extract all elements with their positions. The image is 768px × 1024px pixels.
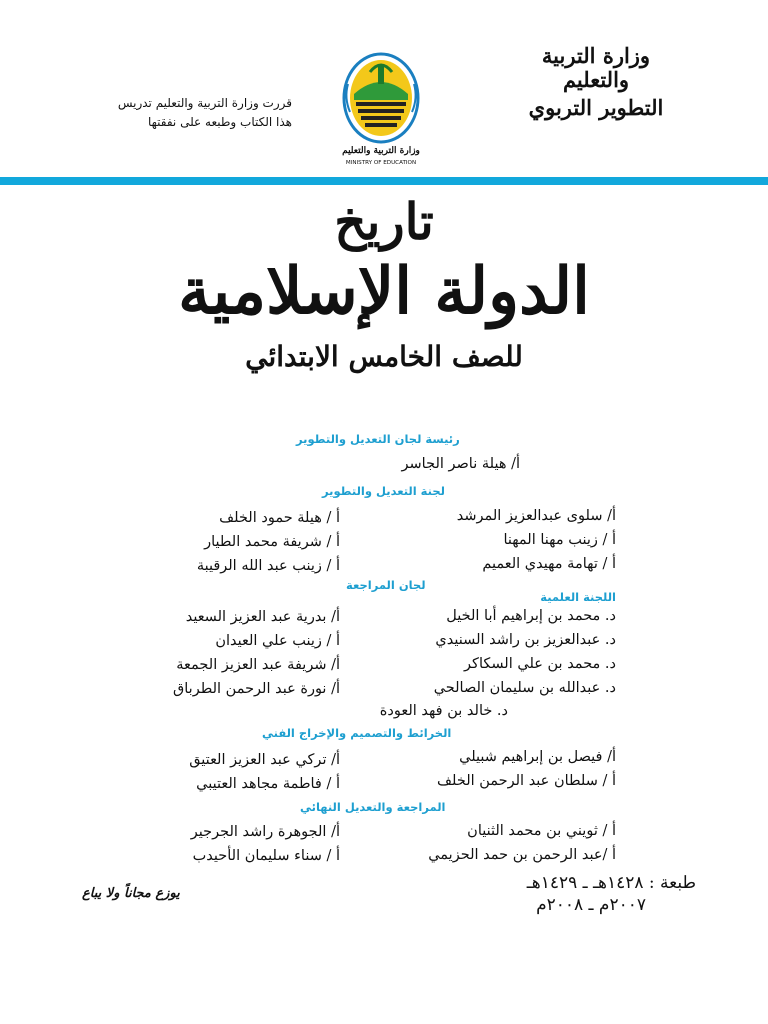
grade-subtitle: للصف الخامس الابتدائي xyxy=(245,340,523,373)
final-review-member: أ /عبد الرحمن بن حمد الحزيمي xyxy=(428,847,616,863)
review-member: أ/ شريفة عبد العزيز الجمعة xyxy=(176,657,340,673)
department-name: التطوير التربوي xyxy=(528,95,664,121)
heading-design: الخرائط والتصميم والإخراج الفني xyxy=(262,726,452,740)
scientific-member: د. عبدالعزيز بن راشد السنيدي xyxy=(435,632,616,648)
book-title: الدولة الإسلامية xyxy=(178,254,590,329)
review-member: أ/ بدرية عبد العزيز السعيد xyxy=(185,609,340,625)
approval-line-1: قررت وزارة التربية والتعليم تدريس xyxy=(117,96,292,110)
scientific-member: د. محمد بن علي السكاكر xyxy=(464,656,616,672)
edition-gregorian: ٢٠٠٧م ـ ٢٠٠٨م xyxy=(536,895,646,916)
design-member: أ/ فيصل بن إبراهيم شبيلي xyxy=(459,749,616,765)
committee-member: أ / تهامة مهيدي العميم xyxy=(482,556,616,572)
committee-member: أ / هيلة حمود الخلف xyxy=(219,510,340,526)
final-review-member: أ/ الجوهرة راشد الجرجير xyxy=(190,824,340,840)
header-divider xyxy=(0,177,768,185)
committee-member: أ / زينب مهنا المهنا xyxy=(503,532,616,548)
scientific-member: د. عبدالله بن سليمان الصالحي xyxy=(433,680,616,696)
design-member: أ / فاطمة مجاهد العتيبي xyxy=(196,776,340,792)
ministry-emblem-logo xyxy=(340,50,422,168)
approval-statement xyxy=(96,94,292,132)
heading-scientific-committee: اللجنة العلمية xyxy=(540,590,616,604)
final-review-member: أ / ثويني بن محمد الثنيان xyxy=(467,823,616,839)
heading-editing-committee: لجنة التعديل والتطوير xyxy=(322,484,445,498)
design-member: أ / سلطان عبد الرحمن الخلف xyxy=(437,773,616,789)
edition-hijri: طبعة : ١٤٢٨هـ ـ ١٤٢٩هـ xyxy=(526,873,696,893)
committee-member: أ / زينب عبد الله الرقيبة xyxy=(196,558,340,574)
heading-committees-chair: رئيسة لجان التعديل والتطوير xyxy=(296,432,460,446)
scientific-member: د. محمد بن إبراهيم أبا الخيل xyxy=(446,608,616,624)
logo-caption-en: MINISTRY OF EDUCATION xyxy=(345,160,417,166)
ministry-name: وزارة التربية والتعليم xyxy=(541,43,651,93)
logo-caption-ar: وزارة التربية والتعليم xyxy=(342,146,420,156)
heading-review-committees: لجان المراجعة xyxy=(346,578,426,592)
committee-member: أ/ سلوى عبدالعزيز المرشد xyxy=(456,508,616,524)
heading-final-review: المراجعة والتعديل النهائي xyxy=(300,800,446,814)
free-distribution-note: يوزع مجاناً ولا يباع xyxy=(82,886,180,901)
chair-name: أ/ هيلة ناصر الجاسر xyxy=(401,456,520,472)
review-member: أ / زينب علي العيدان xyxy=(215,633,340,649)
review-member: أ/ نورة عبد الرحمن الطرباق xyxy=(173,681,340,697)
ministry-header xyxy=(516,44,676,120)
final-review-member: أ / سناء سليمان الأحيدب xyxy=(192,848,340,864)
title-line-1: تاريخ xyxy=(334,192,434,251)
review-member-center: د. خالد بن فهد العودة xyxy=(379,703,508,719)
design-member: أ/ تركي عبد العزيز العتيق xyxy=(189,752,340,768)
committee-member: أ / شريفة محمد الطيار xyxy=(204,534,340,550)
edition-info xyxy=(456,872,696,916)
approval-line-2: هذا الكتاب وطبعه على نفقتها xyxy=(147,115,292,130)
